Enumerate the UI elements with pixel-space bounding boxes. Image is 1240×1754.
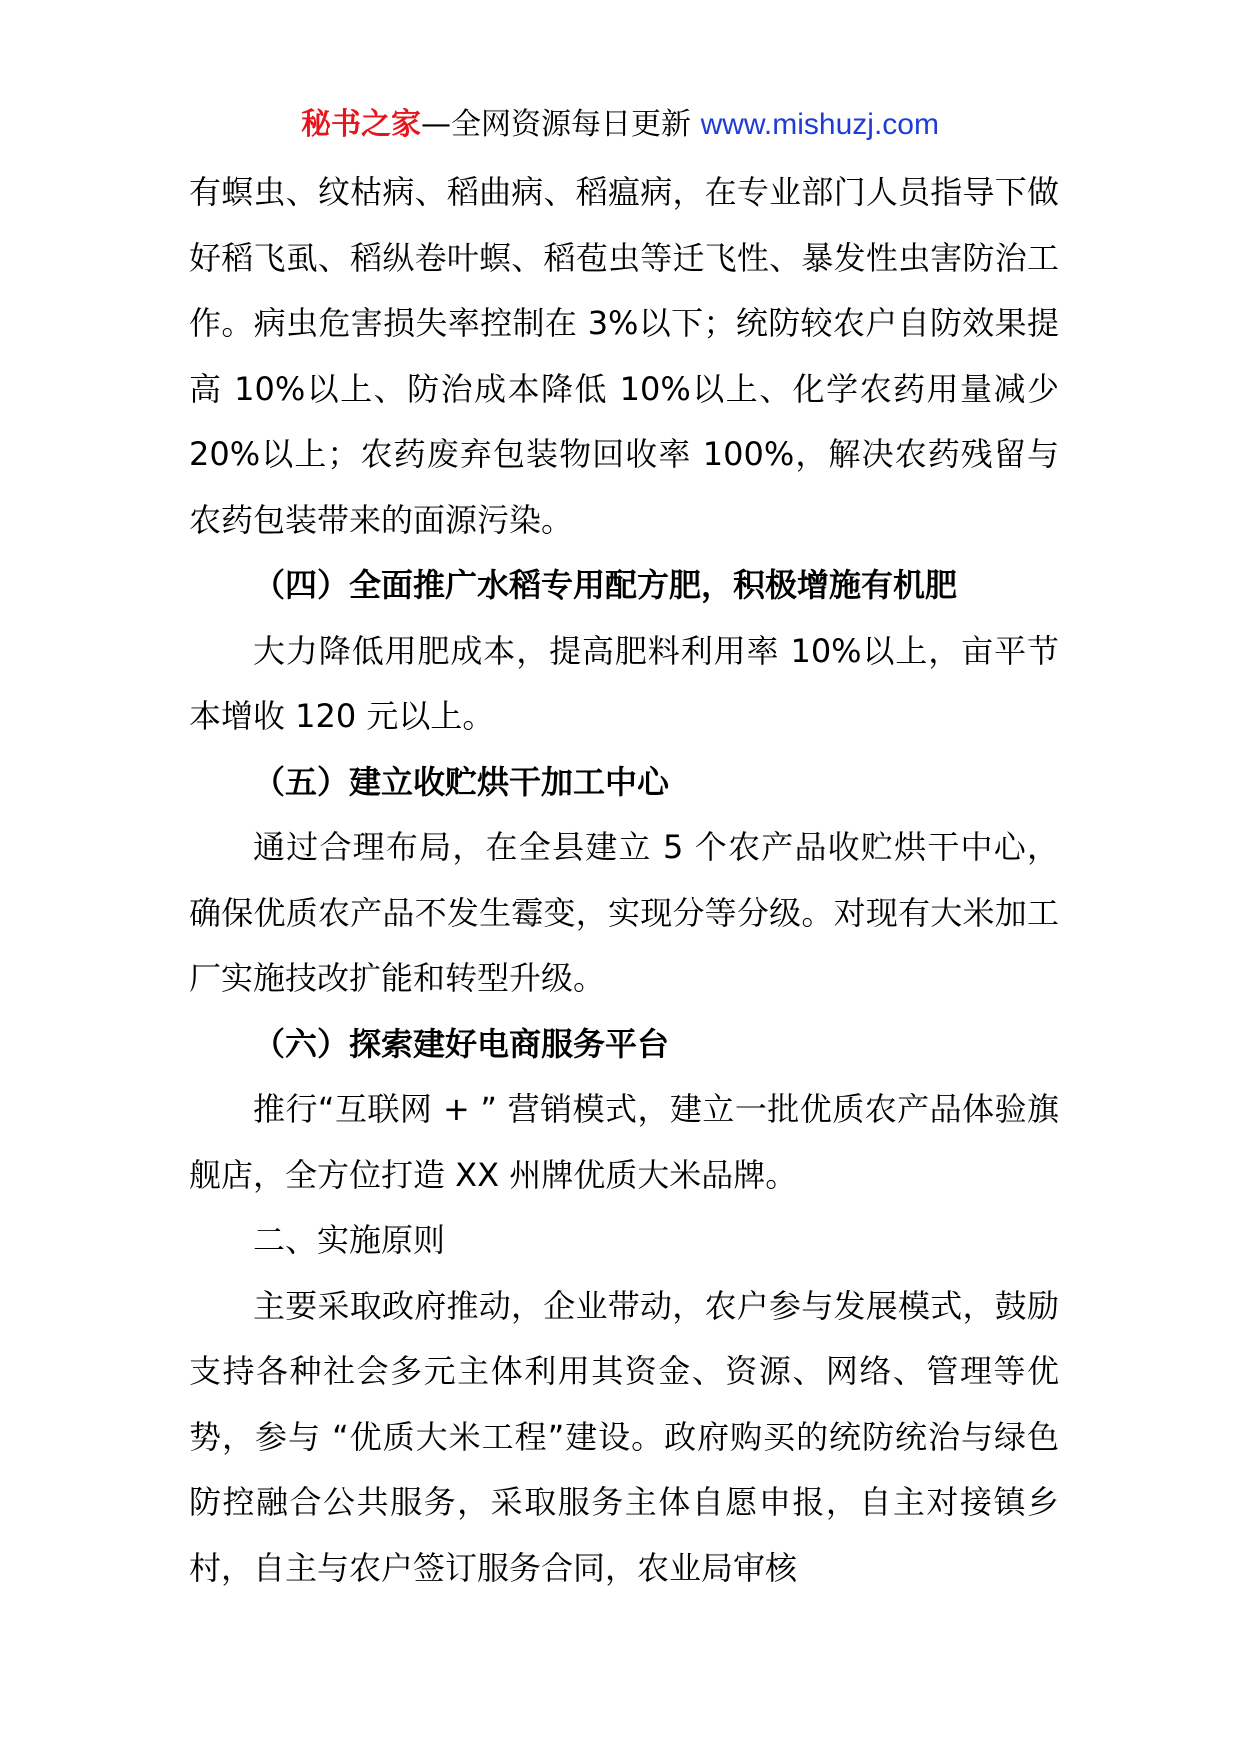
site-header bbox=[0, 102, 1240, 148]
section-heading-4: （四）全面推广水稻专用配方肥，积极增施有机肥 bbox=[253, 566, 958, 604]
section-heading-5: （五）建立收贮烘干加工中心 bbox=[253, 762, 670, 801]
paragraph-principles: 主要采取政府推动，企业带动，农户参与发展模式，鼓励支持各种社会多元主体利用其资金、资源、网络、管理等优势，参与 “优质大米工程”建设。政府购买的统防统治与绿色防控融合公共服务，采取服务主体自愿申报，自主对接镇乡村，自主与农户签订服务合同，农业局审核 bbox=[189, 1286, 1059, 1587]
site-brand: 秘书之家 bbox=[301, 107, 422, 142]
paragraph-drying-center: 通过合理布局，在全县建立 5 个农产品收贮烘干中心，确保优质农产品不发生霉变，实现分等分级。对现有大米加工厂实施技改扩能和转型升级。 bbox=[189, 828, 1059, 997]
paragraph-ecommerce: 推行“互联网 + ” 营销模式，建立一批优质农产品体验旗舰店，全方位打造 XX 州牌优质大米品牌。 bbox=[189, 1090, 1059, 1194]
section-heading-principles: 二、实施原则 bbox=[253, 1221, 446, 1259]
document-body bbox=[189, 160, 1059, 1601]
section-heading-6: （六）探索建好电商服务平台 bbox=[253, 1024, 670, 1063]
site-url[interactable]: www.mishuzj.com bbox=[700, 108, 939, 141]
paragraph-fertilizer: 大力降低用肥成本，提高肥料利用率 10%以上，亩平节本增收 120 元以上。 bbox=[189, 631, 1059, 735]
site-tagline: —全网资源每日更新 bbox=[421, 107, 701, 142]
paragraph-continuation: 有螟虫、纹枯病、稻曲病、稻瘟病，在专业部门人员指导下做好稻飞虱、稻纵卷叶螟、稻苞虫等迁飞性、暴发性虫害防治工作。病虫危害损失率控制在 3%以下；统防较农户自防效果提高 10%以上、防治成本降低 10%以上、化学农药用量减少 20%以上；农药废弃包装物回收率 100%，解决农药残留与农药包装带来的面源污染。 bbox=[189, 173, 1059, 539]
